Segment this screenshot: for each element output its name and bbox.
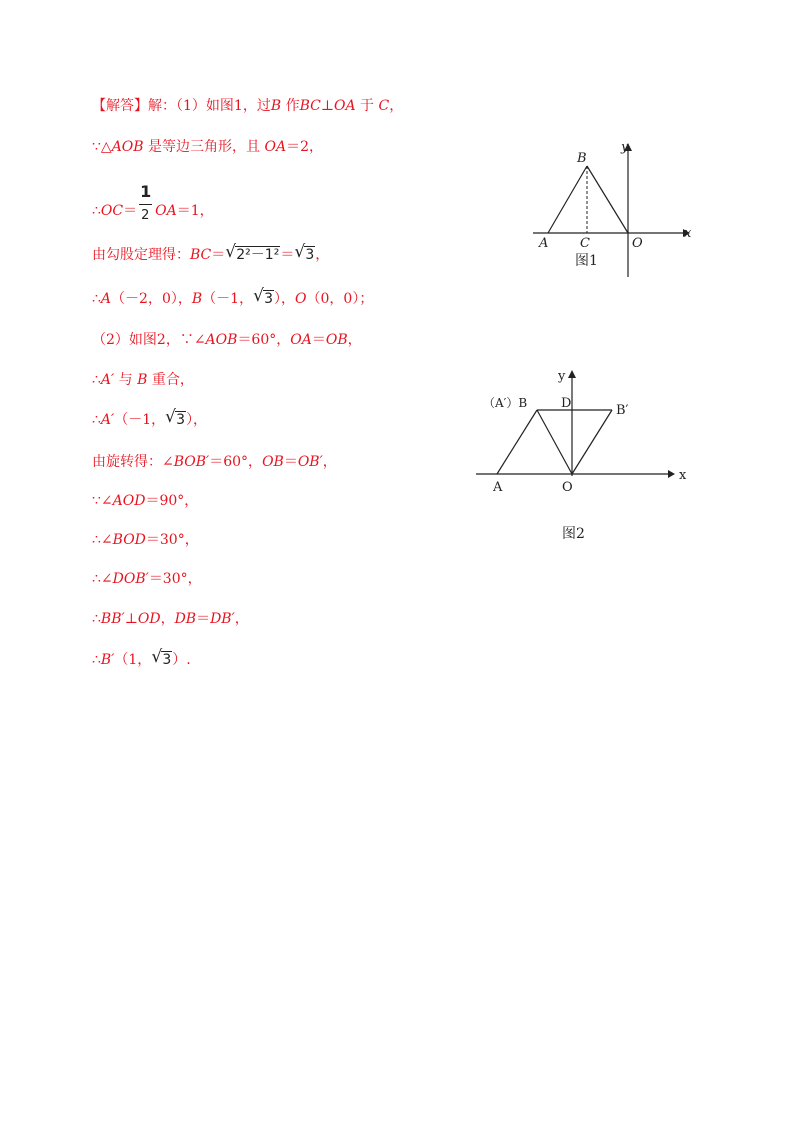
text: 作 xyxy=(281,98,300,114)
text: ∵△ xyxy=(92,139,112,155)
radical-sign: √ xyxy=(253,286,264,306)
math-var: B xyxy=(270,98,282,114)
text: ＝ xyxy=(283,454,298,470)
text: ＝30°， xyxy=(145,532,199,548)
segment-AB xyxy=(497,410,537,474)
text: ， xyxy=(234,611,249,627)
math-var: DOB′ xyxy=(112,571,149,587)
text: ⊥ xyxy=(320,98,335,114)
solution-line-1 xyxy=(92,96,403,116)
math-var: OA xyxy=(155,203,177,219)
sqrt-expression xyxy=(225,242,280,265)
text: ＝ xyxy=(196,611,211,627)
math-var: AOB xyxy=(205,332,238,348)
text: ＝2， xyxy=(286,139,323,155)
sqrt-expression xyxy=(253,286,274,309)
text: ， xyxy=(389,98,404,114)
math-var: OA xyxy=(290,332,312,348)
math-var: B xyxy=(191,291,203,307)
math-var: AOB xyxy=(111,139,144,155)
math-var: OA xyxy=(334,98,356,114)
text: ， xyxy=(347,332,362,348)
solution-line-11 xyxy=(92,530,199,550)
text: ∴ xyxy=(92,372,101,388)
math-var: BOD xyxy=(112,532,146,548)
radical-sign: √ xyxy=(165,407,176,427)
figure-2 xyxy=(470,362,695,547)
solution-line-8 xyxy=(92,407,208,430)
math-var: OA xyxy=(264,139,287,155)
segment-BO xyxy=(537,410,572,474)
text: ⊥ xyxy=(124,611,138,627)
math-var: C xyxy=(378,98,390,114)
label-AprimeB: （A′）B xyxy=(483,396,528,410)
radicand: 3 xyxy=(176,412,186,428)
radical-sign: √ xyxy=(225,242,237,262)
math-var: BC xyxy=(190,247,212,263)
fraction-one-half xyxy=(139,182,153,226)
radicand: 3 xyxy=(264,291,274,307)
fraction-numerator: 1 xyxy=(140,182,152,201)
text: ＝ xyxy=(123,203,138,219)
math-var: OC xyxy=(100,203,124,219)
text: 由旋转得：∠ xyxy=(92,454,174,470)
text: 于 xyxy=(355,98,379,114)
text: （－1， xyxy=(114,412,166,428)
math-var: A′ xyxy=(100,412,115,428)
sqrt-expression xyxy=(294,242,315,265)
sqrt-expression xyxy=(165,407,186,430)
answer-heading: 【解答】 xyxy=(92,98,148,114)
solution-line-12 xyxy=(92,569,202,589)
x-axis-arrow xyxy=(668,470,675,478)
math-var: B xyxy=(137,372,148,388)
math-var: A xyxy=(100,291,112,307)
math-var: BC xyxy=(299,98,321,114)
text: ， xyxy=(160,611,175,627)
solution-line-2 xyxy=(92,137,323,157)
text: （0，0）； xyxy=(306,291,374,307)
figure-1 xyxy=(525,135,700,280)
label-B: B xyxy=(577,151,587,166)
solution-line-5 xyxy=(92,286,374,309)
text: 与 xyxy=(114,372,138,388)
figure-1-caption: 图1 xyxy=(575,253,598,269)
label-C: C xyxy=(580,236,590,251)
solution-line-4 xyxy=(92,242,330,265)
math-var: DB xyxy=(174,611,197,627)
text: ∴ xyxy=(92,203,101,219)
math-var: BB′ xyxy=(100,611,125,627)
segment-BO xyxy=(587,166,628,233)
label-y: y xyxy=(621,140,629,155)
text: 是等边三角形，且 xyxy=(143,139,265,155)
text: ＝90°， xyxy=(145,493,199,509)
sqrt-expression xyxy=(151,647,172,670)
y-axis-arrow xyxy=(568,370,576,378)
text: ＝60°， xyxy=(237,332,291,348)
label-y: y xyxy=(558,369,566,384)
label-A: A xyxy=(539,236,549,251)
text: ∵∠ xyxy=(92,493,113,509)
text: 由勾股定理得： xyxy=(92,247,190,263)
segment-AB xyxy=(548,166,587,233)
text: ∴ xyxy=(92,291,101,307)
label-O: O xyxy=(562,480,573,495)
radicand: 3 xyxy=(162,652,172,668)
text: ＝60°， xyxy=(209,454,263,470)
segment-OBprime xyxy=(572,410,612,474)
math-var: DB′ xyxy=(210,611,235,627)
text: ）， xyxy=(274,291,296,307)
text: ∴ xyxy=(92,611,101,627)
text: 重合， xyxy=(147,372,194,388)
text: ＝1， xyxy=(176,203,214,219)
text: ）. xyxy=(172,652,191,668)
text: （1， xyxy=(114,652,152,668)
math-var: OD xyxy=(137,611,161,627)
solution-line-13 xyxy=(92,609,249,629)
figure-2-caption: 图2 xyxy=(562,526,585,542)
label-A: A xyxy=(493,480,503,495)
fraction-bar xyxy=(139,204,152,205)
solution-line-9 xyxy=(92,452,337,472)
text: （－2，0）， xyxy=(111,291,192,307)
text: （－1， xyxy=(202,291,254,307)
text: ∴ xyxy=(92,652,101,668)
math-var: BOB′ xyxy=(173,454,210,470)
text: ＝30°， xyxy=(148,571,202,587)
text: ＝ xyxy=(211,247,226,263)
fraction-denominator: 2 xyxy=(141,208,150,223)
radicand: 3 xyxy=(305,247,315,263)
text: ∴∠ xyxy=(92,571,113,587)
solution-line-7 xyxy=(92,370,194,390)
radical-sign: √ xyxy=(294,242,306,262)
radicand: 2²－1² xyxy=(236,247,280,263)
text: ＝ xyxy=(280,247,295,263)
text: （2）如图2，∵∠ xyxy=(92,332,206,348)
solution-line-14 xyxy=(92,647,191,670)
text: ， xyxy=(322,454,337,470)
text: ∴ xyxy=(92,412,101,428)
solution-line-3 xyxy=(92,182,214,226)
label-D: D xyxy=(561,396,572,411)
text: ， xyxy=(315,247,330,263)
text: ＝ xyxy=(311,332,326,348)
math-var: AOD xyxy=(112,493,146,509)
label-x: x xyxy=(684,226,692,241)
label-x: x xyxy=(679,468,687,483)
text: ）， xyxy=(186,412,208,428)
math-var: B′ xyxy=(100,652,115,668)
math-var: OB xyxy=(262,454,284,470)
text: ∴∠ xyxy=(92,532,113,548)
text: 解：（1）如图1，过 xyxy=(148,98,271,114)
label-Bprime: B′ xyxy=(616,403,629,418)
label-O: O xyxy=(632,236,643,251)
solution-line-10 xyxy=(92,491,198,511)
solution-line-6 xyxy=(92,330,362,350)
radical-sign: √ xyxy=(151,647,163,667)
math-var: OB xyxy=(325,332,348,348)
math-var: OB′ xyxy=(297,454,323,470)
math-var: O xyxy=(295,291,307,307)
math-var: A′ xyxy=(100,372,115,388)
